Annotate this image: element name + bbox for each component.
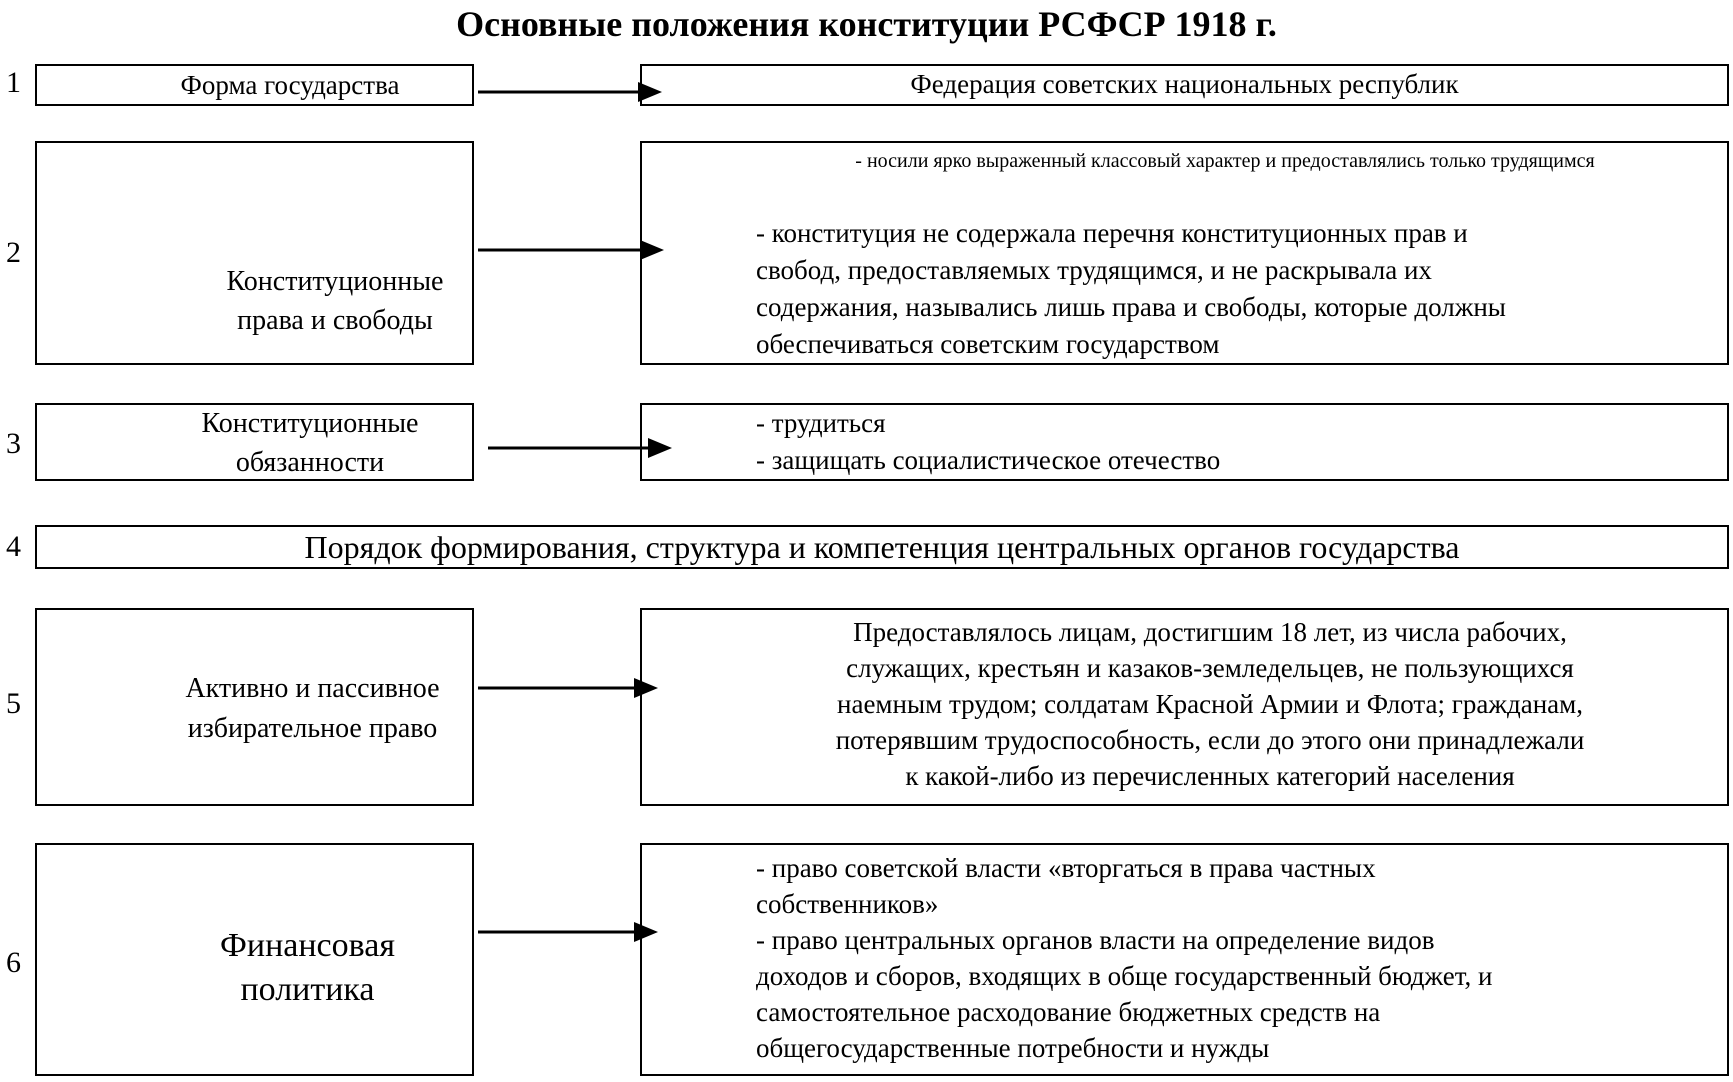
- row-6-content-line-4: доходов и сборов, входящих в обще государственный бюджет, и: [756, 961, 1493, 991]
- row-2-content-line-1: - конституция не содержала перечня конституционных прав и: [756, 218, 1468, 248]
- row-2-content-note: - носили ярко выраженный классовый характер и предоставлялись только трудящимся: [855, 150, 1595, 172]
- arrowhead-row-6: [634, 922, 658, 942]
- row-5-content-line-3: наемным трудом; солдатам Красной Армии и Флота; гражданам,: [837, 689, 1583, 719]
- arrowhead-row-3: [648, 438, 672, 458]
- row-5-content-line-4: потерявшим трудоспособность, если до этого они принадлежали: [835, 725, 1585, 755]
- row-5-content-line-5: к какой-либо из перечисленных категорий населения: [905, 761, 1515, 791]
- row-6-content-line-3: - право центральных органов власти на определение видов: [756, 925, 1435, 955]
- row-2-content-line-3: содержания, назывались лишь права и свободы, которые должны: [756, 292, 1506, 322]
- row-3-content-line-1: - трудиться: [756, 408, 886, 438]
- arrowhead-row-1: [638, 82, 662, 102]
- row-number-5: 5: [6, 687, 21, 720]
- row-5-content-line-2: служащих, крестьян и казаков-земледельцев, не пользующихся: [846, 653, 1574, 683]
- row-6-content-line-6: общегосударственные потребности и нужды: [756, 1033, 1270, 1063]
- row-number-3: 3: [6, 427, 21, 460]
- row-number-2: 2: [6, 236, 21, 269]
- row-3-content-line-2: - защищать социалистическое отечество: [756, 445, 1221, 475]
- row-number-6: 6: [6, 946, 21, 979]
- row-5-label-line-2: избирательное право: [187, 713, 438, 744]
- row-5-label-line-1: Активно и пассивное: [185, 673, 440, 704]
- row-4-content: Порядок формирования, структура и компетенция центральных органов государства: [304, 529, 1460, 565]
- diagram-title: Основные положения конституции РСФСР 1918 г.: [456, 4, 1277, 44]
- row-2-content-line-4: обеспечиваться советским государством: [756, 329, 1220, 359]
- row-2-content-line-2: свобод, предоставляемых трудящимся, и не раскрывала их: [756, 255, 1432, 285]
- row-number-4: 4: [6, 530, 21, 563]
- row-6-content-line-5: самостоятельное расходование бюджетных средств на: [756, 997, 1381, 1027]
- arrowhead-row-2: [640, 240, 664, 260]
- row-2-label-line-1: Конституционные: [226, 266, 444, 297]
- row-6-content-line-2: собственников»: [756, 889, 939, 919]
- row-1-content: Федерация советских национальных республик: [910, 69, 1459, 99]
- row-6-label-line-1: Финансовая: [220, 927, 395, 964]
- row-number-1: 1: [6, 66, 21, 99]
- row-1-label: Форма государства: [180, 70, 400, 100]
- arrowhead-row-5: [634, 678, 658, 698]
- row-6-content-line-1: - право советской власти «вторгаться в права частных: [756, 853, 1376, 883]
- row-3-label-line-1: Конституционные: [201, 408, 419, 439]
- row-6-label-line-2: политика: [240, 971, 375, 1008]
- row-5-content-line-1: Предоставлялось лицам, достигшим 18 лет, из числа рабочих,: [853, 617, 1567, 647]
- row-2-label-line-2: права и свободы: [237, 305, 433, 336]
- row-3-label-line-2: обязанности: [235, 447, 385, 478]
